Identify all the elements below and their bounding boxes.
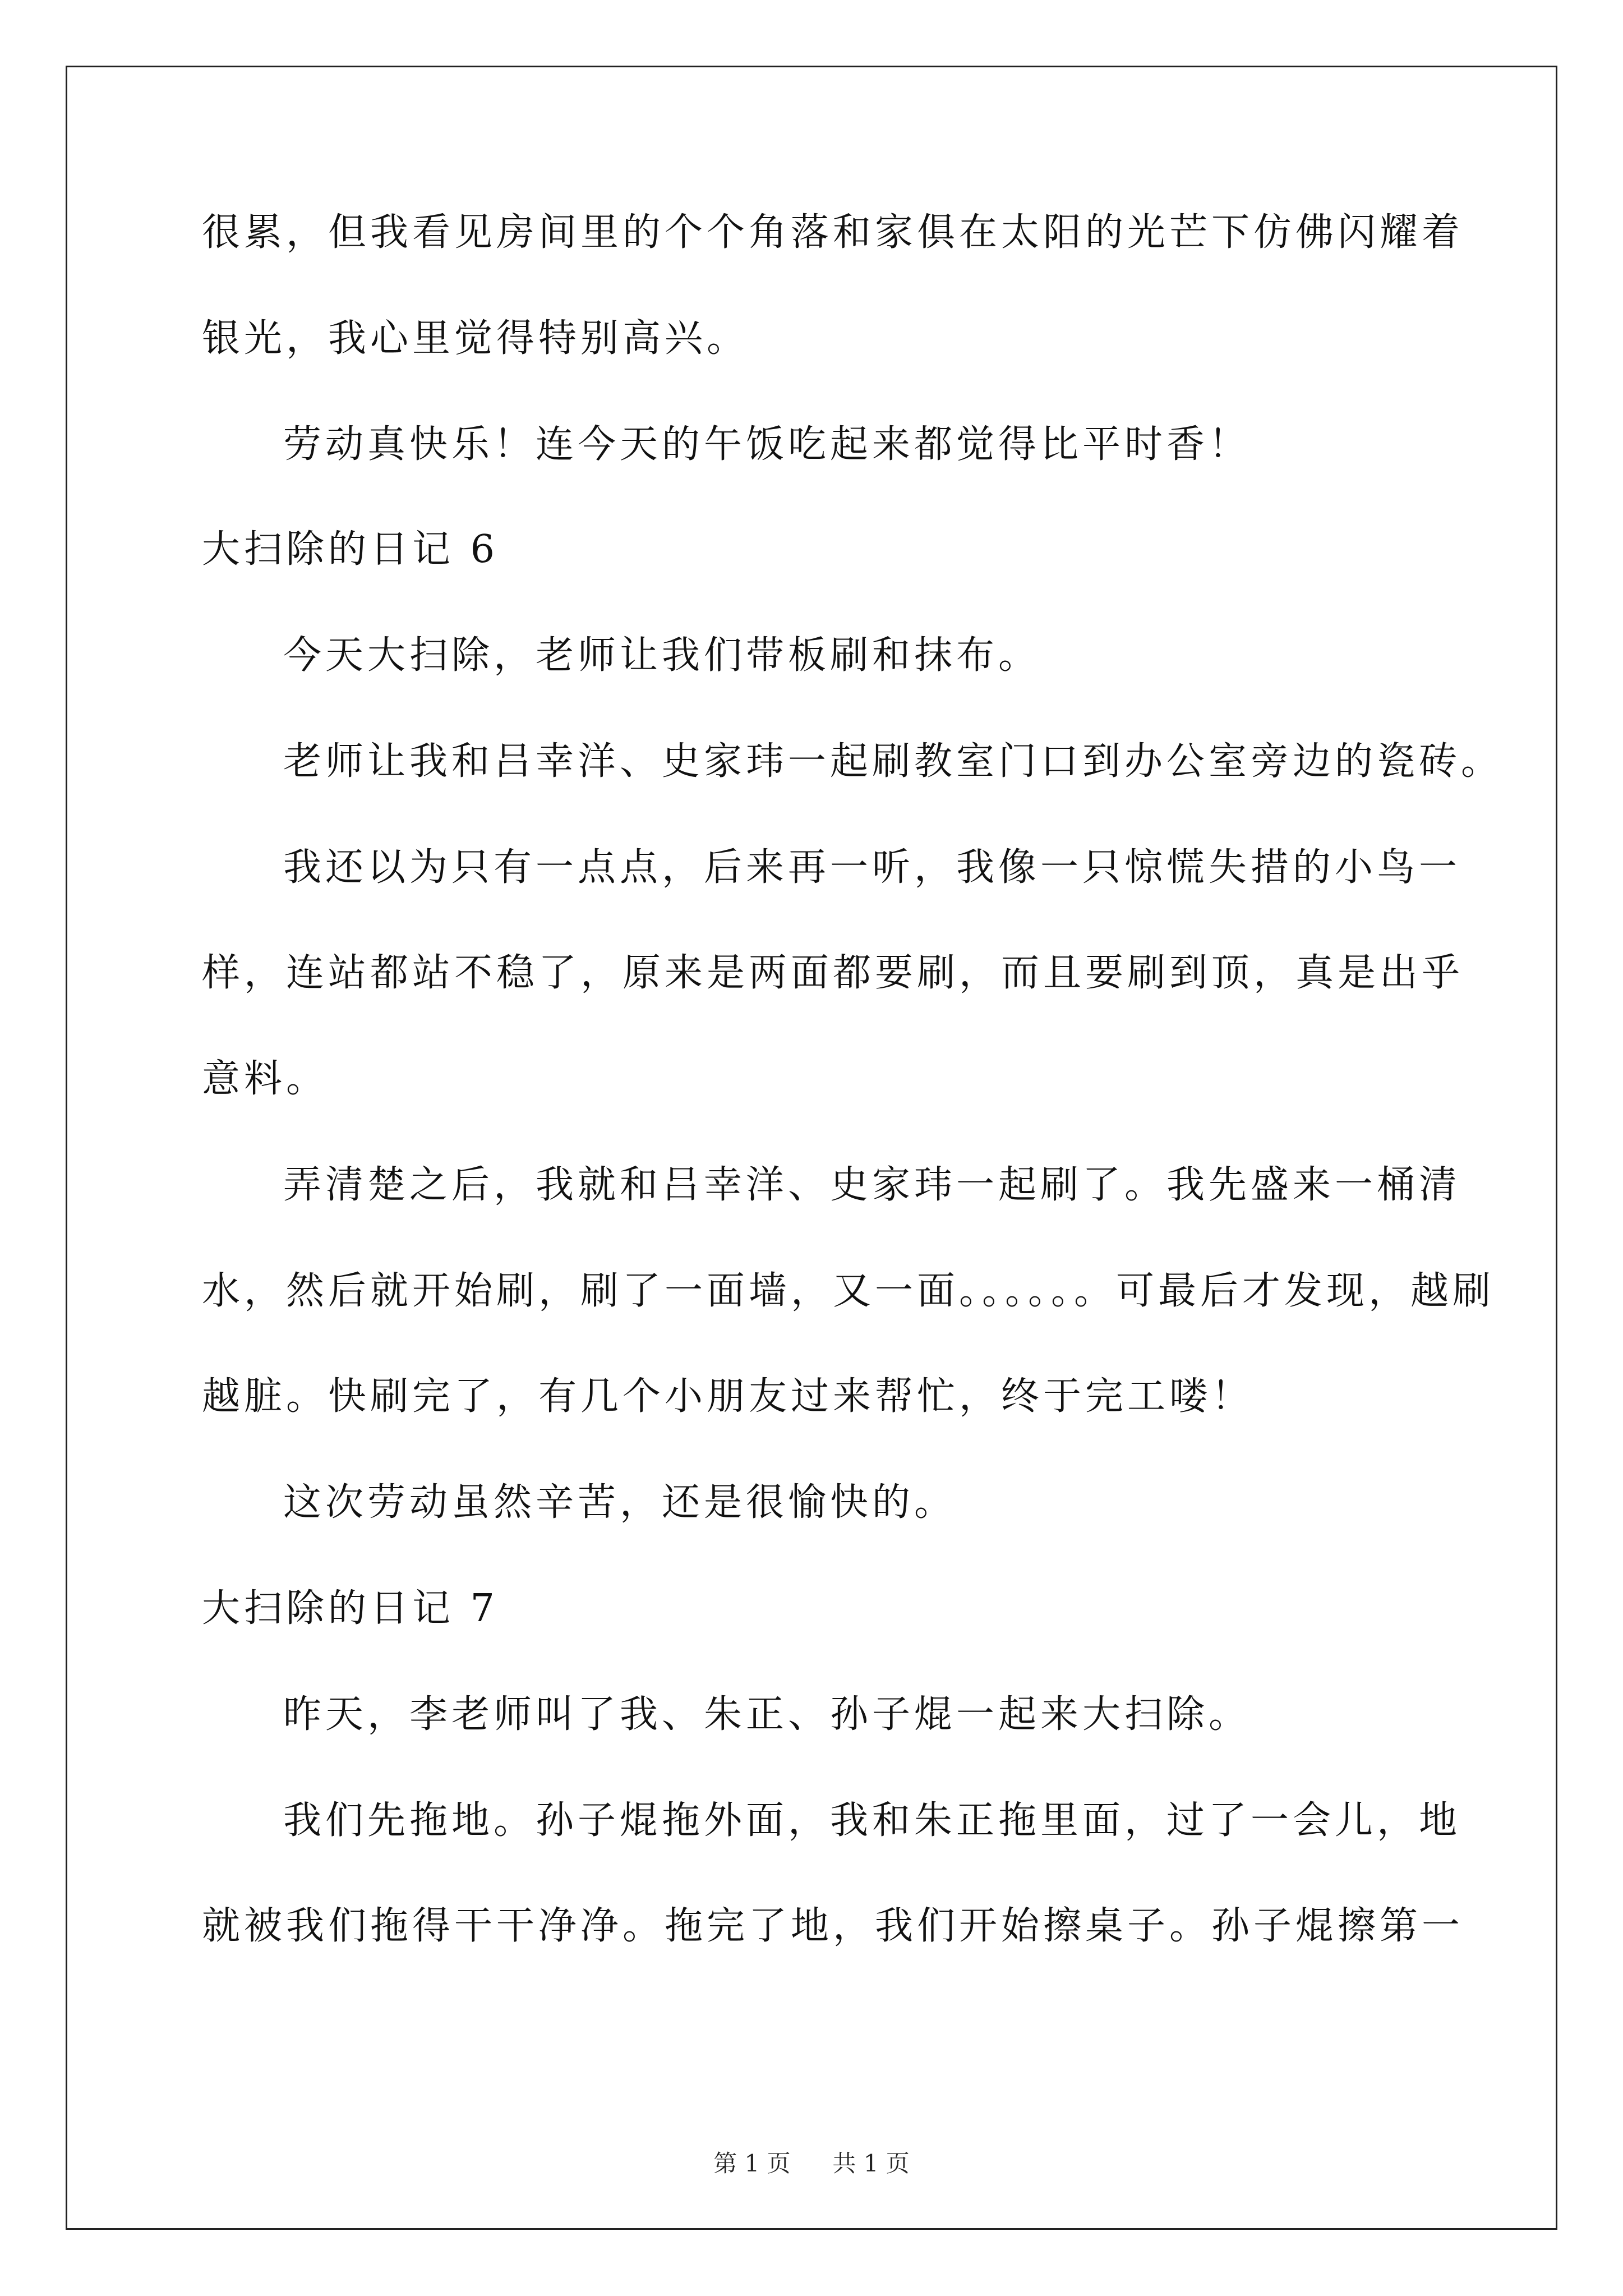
text-line: 意料。	[202, 1057, 329, 1101]
section-heading: 大扫除的日记 6	[202, 527, 499, 572]
text-line: 今天大扫除，老师让我们带板刷和抹布。	[283, 633, 1041, 678]
page-footer	[67, 2150, 1556, 2178]
text-line: 很累，但我看见房间里的个个角落和家俱在太阳的光芒下仿佛闪耀着	[202, 210, 1464, 255]
text-line: 就被我们拖得干干净净。拖完了地，我们开始擦桌子。孙子焜擦第一	[202, 1904, 1464, 1948]
section-heading: 大扫除的日记 7	[202, 1586, 499, 1631]
text-line: 劳动真快乐！连今天的午饭吃起来都觉得比平时香！	[283, 422, 1251, 467]
text-line: 我还以为只有一点点，后来再一听，我像一只惊慌失措的小鸟一	[283, 845, 1461, 890]
text-line: 老师让我和吕幸洋、史家玮一起刷教室门口到办公室旁边的瓷砖。	[283, 739, 1504, 784]
page-frame	[66, 66, 1557, 2230]
text-line: 昨天，李老师叫了我、朱正、孙子焜一起来大扫除。	[283, 1692, 1251, 1737]
text-line: 银光，我心里觉得特别高兴。	[202, 316, 749, 361]
text-line: 越脏。快刷完了，有几个小朋友过来帮忙，终于完工喽！	[202, 1374, 1254, 1419]
document-body	[67, 67, 1556, 2228]
text-line: 这次劳动虽然辛苦，还是很愉快的。	[283, 1480, 957, 1525]
page-number: 第 1 页	[713, 2150, 791, 2177]
text-line: 水，然后就开始刷，刷了一面墙，又一面。。。。。。可最后才发现，越刷	[202, 1269, 1495, 1313]
text-line: 我们先拖地。孙子焜拖外面，我和朱正拖里面，过了一会儿，地	[283, 1798, 1461, 1843]
page-total: 共 1 页	[832, 2150, 910, 2177]
text-line: 样，连站都站不稳了，原来是两面都要刷，而且要刷到顶，真是出乎	[202, 951, 1464, 995]
text-line: 弄清楚之后，我就和吕幸洋、史家玮一起刷了。我先盛来一桶清	[283, 1163, 1461, 1207]
